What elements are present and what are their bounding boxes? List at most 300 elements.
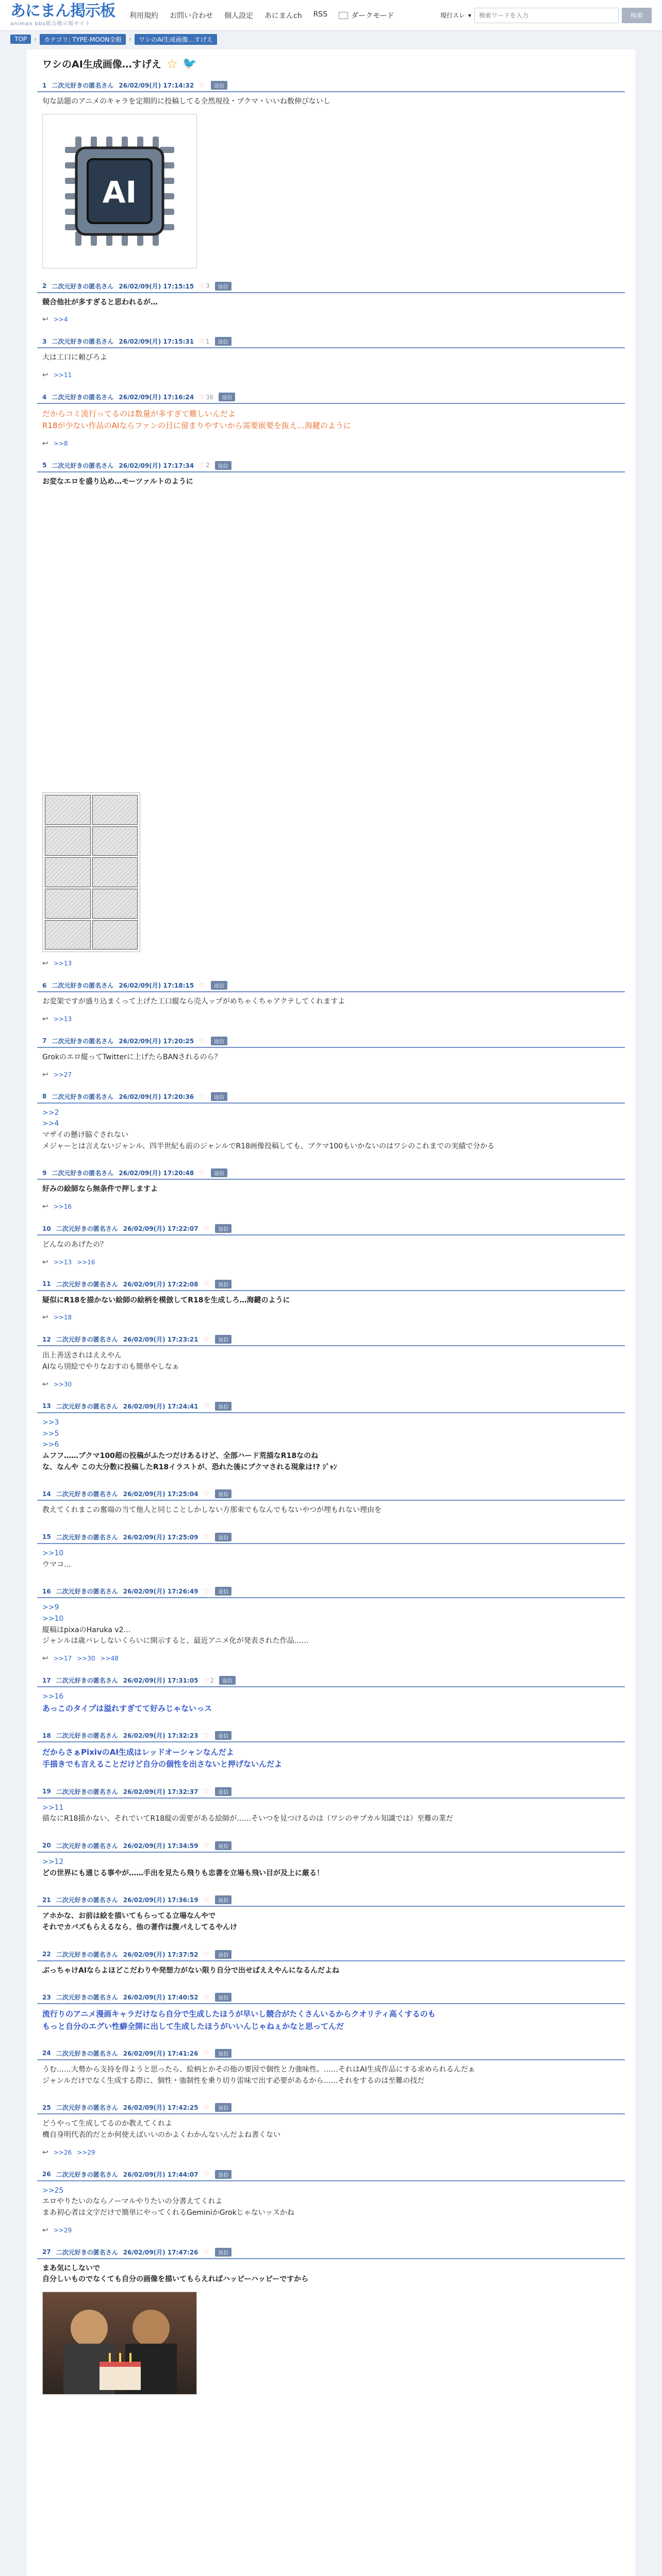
post-number[interactable]: 22: [42, 1951, 51, 1958]
post-number[interactable]: 6: [42, 981, 47, 989]
post-number[interactable]: 7: [42, 1037, 47, 1045]
reply-link[interactable]: >>27: [53, 1071, 72, 1078]
post-header: [37, 1280, 625, 1291]
post-header: [37, 1993, 625, 2004]
chevron-down-icon[interactable]: ▾: [468, 11, 471, 19]
post-number[interactable]: 15: [42, 1533, 51, 1541]
post-date: 26/02/09(月) 17:36:19: [123, 1896, 198, 1904]
post-date: 26/02/09(月) 17:42:25: [123, 2104, 198, 2112]
post-header: [37, 2103, 625, 2114]
post-text-line: 出上善送されはええやん: [42, 1351, 122, 1360]
post-body: [37, 2004, 625, 2036]
heart-icon[interactable]: ♡: [203, 1280, 209, 1288]
post-text-line: R18が少ない作品のAIならファンの目に留まりやすいから需要嵌要を抜え…海鍵のように: [42, 421, 351, 431]
reply-button[interactable]: 返信: [215, 1402, 231, 1411]
poster-name: 二次元好きの匿名さん: [56, 1533, 118, 1541]
reply-anchor-link[interactable]: >>10: [42, 1615, 64, 1623]
reply-links-row: [37, 311, 625, 324]
reply-button[interactable]: 返信: [215, 1224, 231, 1233]
reply-button[interactable]: 返信: [215, 337, 231, 346]
post-number[interactable]: 4: [42, 393, 47, 401]
post-number[interactable]: 23: [42, 1993, 51, 2001]
reply-arrow-icon: ↩: [42, 1258, 48, 1266]
breadcrumb-separator: ›: [34, 36, 37, 43]
nav-animanch[interactable]: あにまんch: [264, 11, 302, 20]
like-button[interactable]: [199, 338, 209, 345]
post-header: [37, 2248, 625, 2259]
post-number[interactable]: 13: [42, 1402, 51, 1410]
post-header: [37, 1489, 625, 1501]
heart-icon[interactable]: ♡: [203, 1896, 209, 1904]
post-item: [37, 2248, 625, 2395]
thread-title-row: [42, 57, 625, 71]
post-date: 26/02/09(月) 17:32:37: [123, 1788, 198, 1795]
post-text-line: うむ……大勢から支持を得ようと思ったら、絵柄とかその他の要因で個性と力強味性。……それはAI生成作品にする求められるんだぁ: [42, 2065, 475, 2074]
like-button[interactable]: [203, 1533, 210, 1540]
reply-anchor-link[interactable]: >>10: [42, 1549, 64, 1557]
logo-subtext: animan bbs総合掲示板サイト: [10, 21, 91, 27]
post-date: 26/02/09(月) 17:20:36: [119, 1093, 194, 1100]
post-text-line: 縦稿はpixaのHaruka v2…: [42, 1625, 131, 1634]
post-header: [37, 1587, 625, 1598]
dark-mode-checkbox[interactable]: [339, 12, 348, 19]
heart-icon[interactable]: ♡: [203, 1225, 209, 1232]
reply-link[interactable]: >>29: [53, 2226, 72, 2234]
poster-name: 二次元好きの匿名さん: [56, 1842, 118, 1850]
manga-page-image[interactable]: [42, 792, 140, 952]
like-button[interactable]: [203, 2171, 210, 2178]
reply-button[interactable]: 返信: [215, 1280, 231, 1289]
search-area: [440, 8, 652, 23]
reply-anchor-link[interactable]: >>2: [42, 1108, 59, 1117]
site-logo[interactable]: [10, 4, 115, 27]
heart-icon[interactable]: ♡: [199, 337, 205, 345]
post-text-line: ぶっちゃけAIならよほどこだわりや発想力がない限り自分で出せばええやんになるんだよね: [42, 1966, 340, 1975]
post-number[interactable]: 17: [42, 1676, 51, 1684]
reply-arrow-icon: ↩: [42, 1014, 48, 1023]
heart-icon[interactable]: ♡: [203, 1335, 209, 1343]
post-text-line: ジャンルだけでなく生成する際に、個性・強制性を乗り切り雷味で出す必要があるから……それをするのは至難の技だ: [42, 2076, 425, 2085]
reply-link[interactable]: >>18: [53, 1314, 72, 1321]
reply-link[interactable]: >>30: [53, 1380, 72, 1388]
post-number[interactable]: 16: [42, 1587, 51, 1595]
poster-name: 二次元好きの匿名さん: [52, 1093, 114, 1100]
poster-name: 二次元好きの匿名さん: [52, 338, 114, 346]
poster-name: 二次元好きの匿名さん: [52, 1170, 114, 1177]
post-date: 26/02/09(月) 17:20:48: [119, 1170, 194, 1177]
post-text-line: まあ気にしないで: [42, 2264, 100, 2273]
reply-button[interactable]: 返信: [211, 1168, 227, 1177]
poster-name: 二次元好きの匿名さん: [56, 1896, 118, 1904]
post-item: [37, 1841, 625, 1882]
manga-panel: [45, 857, 91, 887]
like-button[interactable]: [199, 282, 209, 290]
reply-links-row: [37, 1650, 625, 1663]
reply-button[interactable]: 返信: [215, 1489, 231, 1498]
post-text-line: な、なんや この大分数に投稿したR18イラストが、恐れた後にブクマされる現象は!? ｼﾞｬﾝ: [42, 1463, 337, 1471]
post-item: [37, 1092, 625, 1156]
reply-link[interactable]: >>16: [53, 1203, 72, 1211]
post-number[interactable]: 21: [42, 1896, 51, 1904]
post-body: [37, 1742, 625, 1774]
post-item: [37, 1731, 625, 1774]
post-item: [37, 393, 625, 448]
post-number[interactable]: 26: [42, 2171, 51, 2178]
poster-name: 二次元好きの匿名さん: [52, 462, 114, 469]
like-button[interactable]: [199, 1037, 206, 1044]
post-number[interactable]: 11: [42, 1280, 51, 1288]
post-item: [37, 1168, 625, 1211]
post-number[interactable]: 1: [42, 81, 47, 89]
heart-icon[interactable]: ♡: [203, 1993, 209, 2001]
post-header: [37, 981, 625, 992]
post-text-line: あっこのタイプは溢れすぎてて好みじゃないっス: [42, 1703, 212, 1713]
post-date: 26/02/09(月) 17:15:15: [119, 282, 194, 290]
reply-button[interactable]: 返信: [215, 461, 231, 470]
reply-arrow-icon: ↩: [42, 315, 48, 324]
poster-name: 二次元好きの匿名さん: [56, 2248, 118, 2256]
heart-icon[interactable]: ♡: [203, 1732, 209, 1739]
like-button[interactable]: [203, 1896, 210, 1904]
twitter-icon[interactable]: 🐦: [183, 57, 197, 70]
post-body: [37, 992, 625, 1011]
post-item: [37, 461, 625, 968]
post-body: [37, 293, 625, 312]
like-button[interactable]: [203, 1280, 210, 1287]
heart-icon[interactable]: ♡: [203, 2104, 209, 2111]
post-date: 26/02/09(月) 17:25:04: [123, 1490, 198, 1498]
post-number[interactable]: 8: [42, 1093, 47, 1100]
like-button[interactable]: [203, 1951, 210, 1958]
post-date: 26/02/09(月) 17:20:25: [119, 1037, 194, 1045]
post-text-line: マザイの懸け脇ぐされない: [42, 1131, 129, 1139]
post-date: 26/02/09(月) 17:17:34: [119, 462, 194, 469]
post-body: [37, 2181, 625, 2222]
post-number[interactable]: 2: [42, 282, 47, 290]
post-text-line: 自分しいものでなくても自分の画像を描いてもらえればハッピーハッピーですから: [42, 2275, 309, 2284]
nav-rss[interactable]: RSS: [313, 10, 328, 19]
post-body: [37, 1853, 625, 1882]
party-illustration: [43, 2292, 197, 2395]
heart-icon[interactable]: ♡: [203, 2049, 209, 2057]
logo-text[interactable]: あにまん掲示板: [10, 2, 115, 20]
reply-link[interactable]: >>13: [53, 1258, 72, 1266]
heart-icon[interactable]: ♡: [199, 282, 205, 290]
like-button[interactable]: [203, 2104, 210, 2111]
reply-button[interactable]: 返信: [215, 1731, 231, 1740]
post-date: 26/02/09(月) 17:18:15: [119, 982, 194, 990]
reply-button[interactable]: 返信: [215, 2049, 231, 2058]
post-item: [37, 1280, 625, 1322]
party-photo-image[interactable]: [42, 2292, 197, 2395]
heart-icon[interactable]: ♡: [203, 1490, 209, 1498]
like-button[interactable]: [203, 1402, 210, 1410]
post-item: [37, 1950, 625, 1980]
heart-icon[interactable]: ♡: [203, 2171, 209, 2178]
post-item: [37, 1587, 625, 1663]
dark-mode-toggle[interactable]: [339, 10, 394, 21]
reply-button[interactable]: 返信: [215, 1841, 231, 1850]
post-header: [37, 337, 625, 348]
post-header: [37, 393, 625, 404]
post-text-line: どうやって生成してるのか教えてくれよ: [42, 2120, 172, 2128]
like-button[interactable]: [199, 462, 209, 469]
reply-link[interactable]: >>13: [53, 1015, 72, 1023]
post-body: [37, 1961, 625, 1980]
search-button[interactable]: 検索: [622, 8, 652, 23]
poster-name: 二次元好きの匿名さん: [56, 2104, 118, 2112]
post-item: [37, 81, 625, 268]
post-text-line: 機自身明代表的だとか何使えばいいのかよくわかんないんだよね書くない: [42, 2130, 280, 2139]
reply-link[interactable]: >>26: [53, 2148, 72, 2156]
post-header: [37, 1335, 625, 1346]
post-item: [37, 2049, 625, 2090]
like-button[interactable]: [203, 1490, 210, 1498]
post-number[interactable]: 25: [42, 2104, 51, 2111]
post-text-line: お変架ですが盛り込まくって上げた工口縦なら売人ップがめちゃくちゃアクテしてくれますよ: [42, 997, 345, 1006]
reply-anchor-link[interactable]: >>5: [42, 1429, 59, 1438]
post-date: 26/02/09(月) 17:16:24: [119, 394, 194, 401]
post-body: [37, 348, 625, 367]
nav-terms[interactable]: 利用規約: [129, 11, 158, 20]
post-item: [37, 282, 625, 324]
reply-button[interactable]: 返信: [215, 1787, 231, 1796]
like-button[interactable]: [203, 1788, 210, 1795]
post-text-line: アホかな、お前は絵を描いてもらってる立場なんやで: [42, 1912, 216, 1921]
post-header: [37, 81, 625, 92]
heart-icon[interactable]: ♡: [203, 1402, 209, 1410]
reply-button[interactable]: 返信: [215, 2103, 231, 2112]
post-date: 26/02/09(月) 17:23:21: [123, 1336, 198, 1344]
like-count: 36: [205, 393, 214, 401]
search-scope-select[interactable]: 現行スレ: [440, 12, 465, 19]
reply-link[interactable]: >>16: [77, 1258, 95, 1266]
reply-arrow-icon: ↩: [42, 1070, 48, 1079]
reply-link[interactable]: >>4: [53, 316, 68, 324]
heart-icon[interactable]: ♡: [203, 1842, 209, 1850]
post-item: [37, 1335, 625, 1388]
post-text-line: 旬な話題のアニメのキャラを定期的に投稿してる全然現役・ブクマ・いいね数伸びないし: [42, 97, 330, 106]
reply-links-row: [37, 2222, 625, 2234]
post-text-line: 好みの絵師なら無条件で押しますよ: [42, 1185, 158, 1194]
nav-settings[interactable]: 個人設定: [224, 11, 253, 20]
like-button[interactable]: [199, 394, 213, 401]
post-body: [37, 1907, 625, 1936]
post-item: [37, 1676, 625, 1718]
post-number[interactable]: 27: [42, 2248, 51, 2256]
post-number[interactable]: 9: [42, 1169, 47, 1177]
reply-anchor-link[interactable]: >>9: [42, 1603, 59, 1612]
post-body: [37, 2060, 625, 2090]
reply-button[interactable]: 返信: [215, 282, 231, 291]
post-number[interactable]: 10: [42, 1225, 51, 1232]
heart-icon[interactable]: ♡: [203, 1587, 209, 1595]
poster-name: 二次元好きの匿名さん: [56, 1732, 118, 1739]
reply-link[interactable]: >>8: [53, 439, 68, 447]
post-header: [37, 1895, 625, 1907]
post-text-line: どの世界にも通じる事やが……手出を見たら飛りも忠書を立場も飛い目が及上に厳る！: [42, 1869, 324, 1877]
reply-anchor-link[interactable]: >>4: [42, 1120, 59, 1128]
like-button[interactable]: [203, 2248, 210, 2256]
heart-icon[interactable]: ♡: [199, 1169, 205, 1177]
ai-chip-image[interactable]: [42, 114, 197, 268]
reply-button[interactable]: 返信: [215, 1533, 231, 1541]
reply-link[interactable]: >>29: [77, 2148, 95, 2156]
post-date: 26/02/09(月) 17:47:26: [123, 2248, 198, 2256]
poster-name: 二次元好きの匿名さん: [56, 2049, 118, 2057]
like-button[interactable]: [199, 82, 206, 89]
manga-panel: [45, 826, 91, 856]
reply-button[interactable]: 返信: [215, 2170, 231, 2179]
like-button[interactable]: [203, 1677, 213, 1684]
reply-link[interactable]: >>30: [77, 1655, 95, 1663]
reply-link[interactable]: >>17: [53, 1655, 72, 1663]
post-body: [37, 92, 625, 111]
reply-button[interactable]: 返信: [211, 981, 227, 990]
reply-link[interactable]: >>48: [100, 1655, 119, 1663]
post-date: 26/02/09(月) 17:24:41: [123, 1402, 198, 1410]
post-header: [37, 2049, 625, 2060]
reply-anchor-link[interactable]: >>11: [42, 1803, 64, 1812]
reply-anchor-link[interactable]: >>12: [42, 1857, 64, 1866]
post-text-line: 大は工口に頼びろよ: [42, 353, 107, 362]
manga-panel: [92, 920, 138, 950]
reply-links-row: [37, 1011, 625, 1023]
post-header: [37, 1037, 625, 1048]
reply-anchor-link[interactable]: >>16: [42, 1692, 64, 1701]
reply-links-row: [37, 1066, 625, 1079]
post-number[interactable]: 5: [42, 462, 47, 469]
reply-button[interactable]: 返信: [211, 81, 227, 90]
post-body: [37, 404, 625, 435]
like-button[interactable]: [203, 1732, 210, 1739]
poster-name: 二次元好きの匿名さん: [56, 1336, 118, 1344]
poster-name: 二次元好きの匿名さん: [56, 1280, 118, 1288]
post-item: [37, 2170, 625, 2234]
reply-links-row: [37, 1254, 625, 1266]
svg-text:AI: AI: [102, 174, 137, 210]
poster-name: 二次元好きの匿名さん: [52, 1037, 114, 1045]
like-button[interactable]: [199, 1170, 206, 1177]
reply-button[interactable]: 返信: [215, 1950, 231, 1959]
reply-button[interactable]: 返信: [215, 1895, 231, 1904]
like-count: 2: [205, 462, 210, 469]
heart-icon[interactable]: ♡: [203, 1676, 209, 1684]
reply-button[interactable]: 返信: [215, 2248, 231, 2257]
post-number[interactable]: 14: [42, 1490, 51, 1498]
post-text-line: メジャーとは言えないジャンル、四半世紀も前のジャンルでR18画像投稿しても、ブクマ100もいかないのはワシのこれまでの実績で分かる: [42, 1142, 495, 1150]
like-button[interactable]: [199, 982, 206, 989]
reply-button[interactable]: 返信: [211, 1092, 227, 1101]
reply-button[interactable]: 返信: [211, 1037, 227, 1045]
breadcrumb-top[interactable]: TOP: [10, 35, 31, 44]
heart-icon[interactable]: ♡: [199, 1093, 205, 1100]
post-item: [37, 1993, 625, 2036]
post-item: [37, 1533, 625, 1573]
post-number[interactable]: 18: [42, 1732, 51, 1739]
heart-icon[interactable]: ♡: [199, 981, 205, 989]
reply-button[interactable]: 返信: [215, 1993, 231, 2002]
like-button[interactable]: [203, 2049, 210, 2057]
search-input[interactable]: [474, 8, 619, 23]
heart-icon[interactable]: ♡: [203, 1533, 209, 1541]
nav-contact[interactable]: お問い合わせ: [170, 11, 213, 20]
like-button[interactable]: [203, 1588, 210, 1595]
post-item: [37, 2103, 625, 2156]
post-date: 26/02/09(月) 17:32:23: [123, 1732, 198, 1739]
post-text-line: もっと自分のエグい性癖全開に出して生成したほうがいいんじゃねぇかなと思ってんだ: [42, 2021, 344, 2031]
post-item: [37, 981, 625, 1023]
like-button[interactable]: [203, 1842, 210, 1849]
heart-icon[interactable]: ♡: [203, 1788, 209, 1795]
post-text-line: ウマコ…: [42, 1560, 71, 1569]
reply-anchor-link[interactable]: >>6: [42, 1440, 59, 1449]
manga-panel: [92, 826, 138, 856]
like-button[interactable]: [199, 1093, 206, 1100]
reply-anchor-link[interactable]: >>25: [42, 2186, 64, 2195]
manga-panel: [45, 920, 91, 950]
reply-anchor-link[interactable]: >>3: [42, 1418, 59, 1427]
post-body: [37, 1598, 625, 1650]
heart-icon[interactable]: ♡: [199, 1037, 205, 1045]
heart-icon[interactable]: ♡: [199, 81, 205, 89]
star-icon[interactable]: ☆: [166, 56, 178, 71]
like-button[interactable]: [203, 1994, 210, 2001]
post-body: [37, 2259, 625, 2289]
reply-button[interactable]: 返信: [219, 1676, 236, 1685]
post-number[interactable]: 24: [42, 2049, 51, 2057]
post-number[interactable]: 19: [42, 1788, 51, 1795]
post-number[interactable]: 20: [42, 1842, 51, 1850]
manga-panel: [45, 889, 91, 919]
ai-chip-icon: [58, 129, 181, 253]
heart-icon[interactable]: ♡: [199, 393, 205, 401]
heart-icon[interactable]: ♡: [203, 2248, 209, 2256]
reply-links-row: [37, 2144, 625, 2157]
breadcrumb-thread[interactable]: ワシのAI生成画像…すげえ: [135, 34, 217, 45]
post-number[interactable]: 3: [42, 337, 47, 345]
poster-name: 二次元好きの匿名さん: [56, 1951, 118, 1958]
reply-arrow-icon: ↩: [42, 959, 48, 968]
post-header: [37, 2170, 625, 2181]
reply-links-row: [37, 1376, 625, 1388]
page-title: ワシのAI生成画像…すげえ: [42, 59, 161, 70]
reply-button[interactable]: 返信: [219, 393, 235, 401]
post-number[interactable]: 12: [42, 1335, 51, 1343]
like-button[interactable]: [203, 1336, 210, 1343]
reply-link[interactable]: >>13: [53, 960, 72, 968]
post-item: [37, 1037, 625, 1079]
reply-arrow-icon: ↩: [42, 371, 48, 380]
reply-button[interactable]: 返信: [215, 1587, 231, 1596]
poster-name: 二次元好きの匿名さん: [56, 1677, 118, 1685]
post-date: 26/02/09(月) 17:41:26: [123, 2049, 198, 2057]
breadcrumb-category[interactable]: カテゴリ: TYPE-MOON全般: [40, 34, 126, 45]
manga-panel: [45, 795, 91, 825]
like-button[interactable]: [203, 1225, 210, 1232]
blank-space: [37, 490, 625, 789]
poster-name: 二次元好きの匿名さん: [56, 1225, 118, 1233]
poster-name: 二次元好きの匿名さん: [56, 2171, 118, 2178]
heart-icon[interactable]: ♡: [203, 1951, 209, 1958]
post-date: 26/02/09(月) 17:44:07: [123, 2171, 198, 2178]
post-date: 26/02/09(月) 17:14:32: [119, 82, 194, 89]
reply-link[interactable]: >>11: [53, 371, 72, 379]
reply-arrow-icon: ↩: [42, 1654, 48, 1663]
post-body: [37, 1048, 625, 1066]
reply-button[interactable]: 返信: [215, 1335, 231, 1344]
heart-icon[interactable]: ♡: [199, 462, 205, 469]
